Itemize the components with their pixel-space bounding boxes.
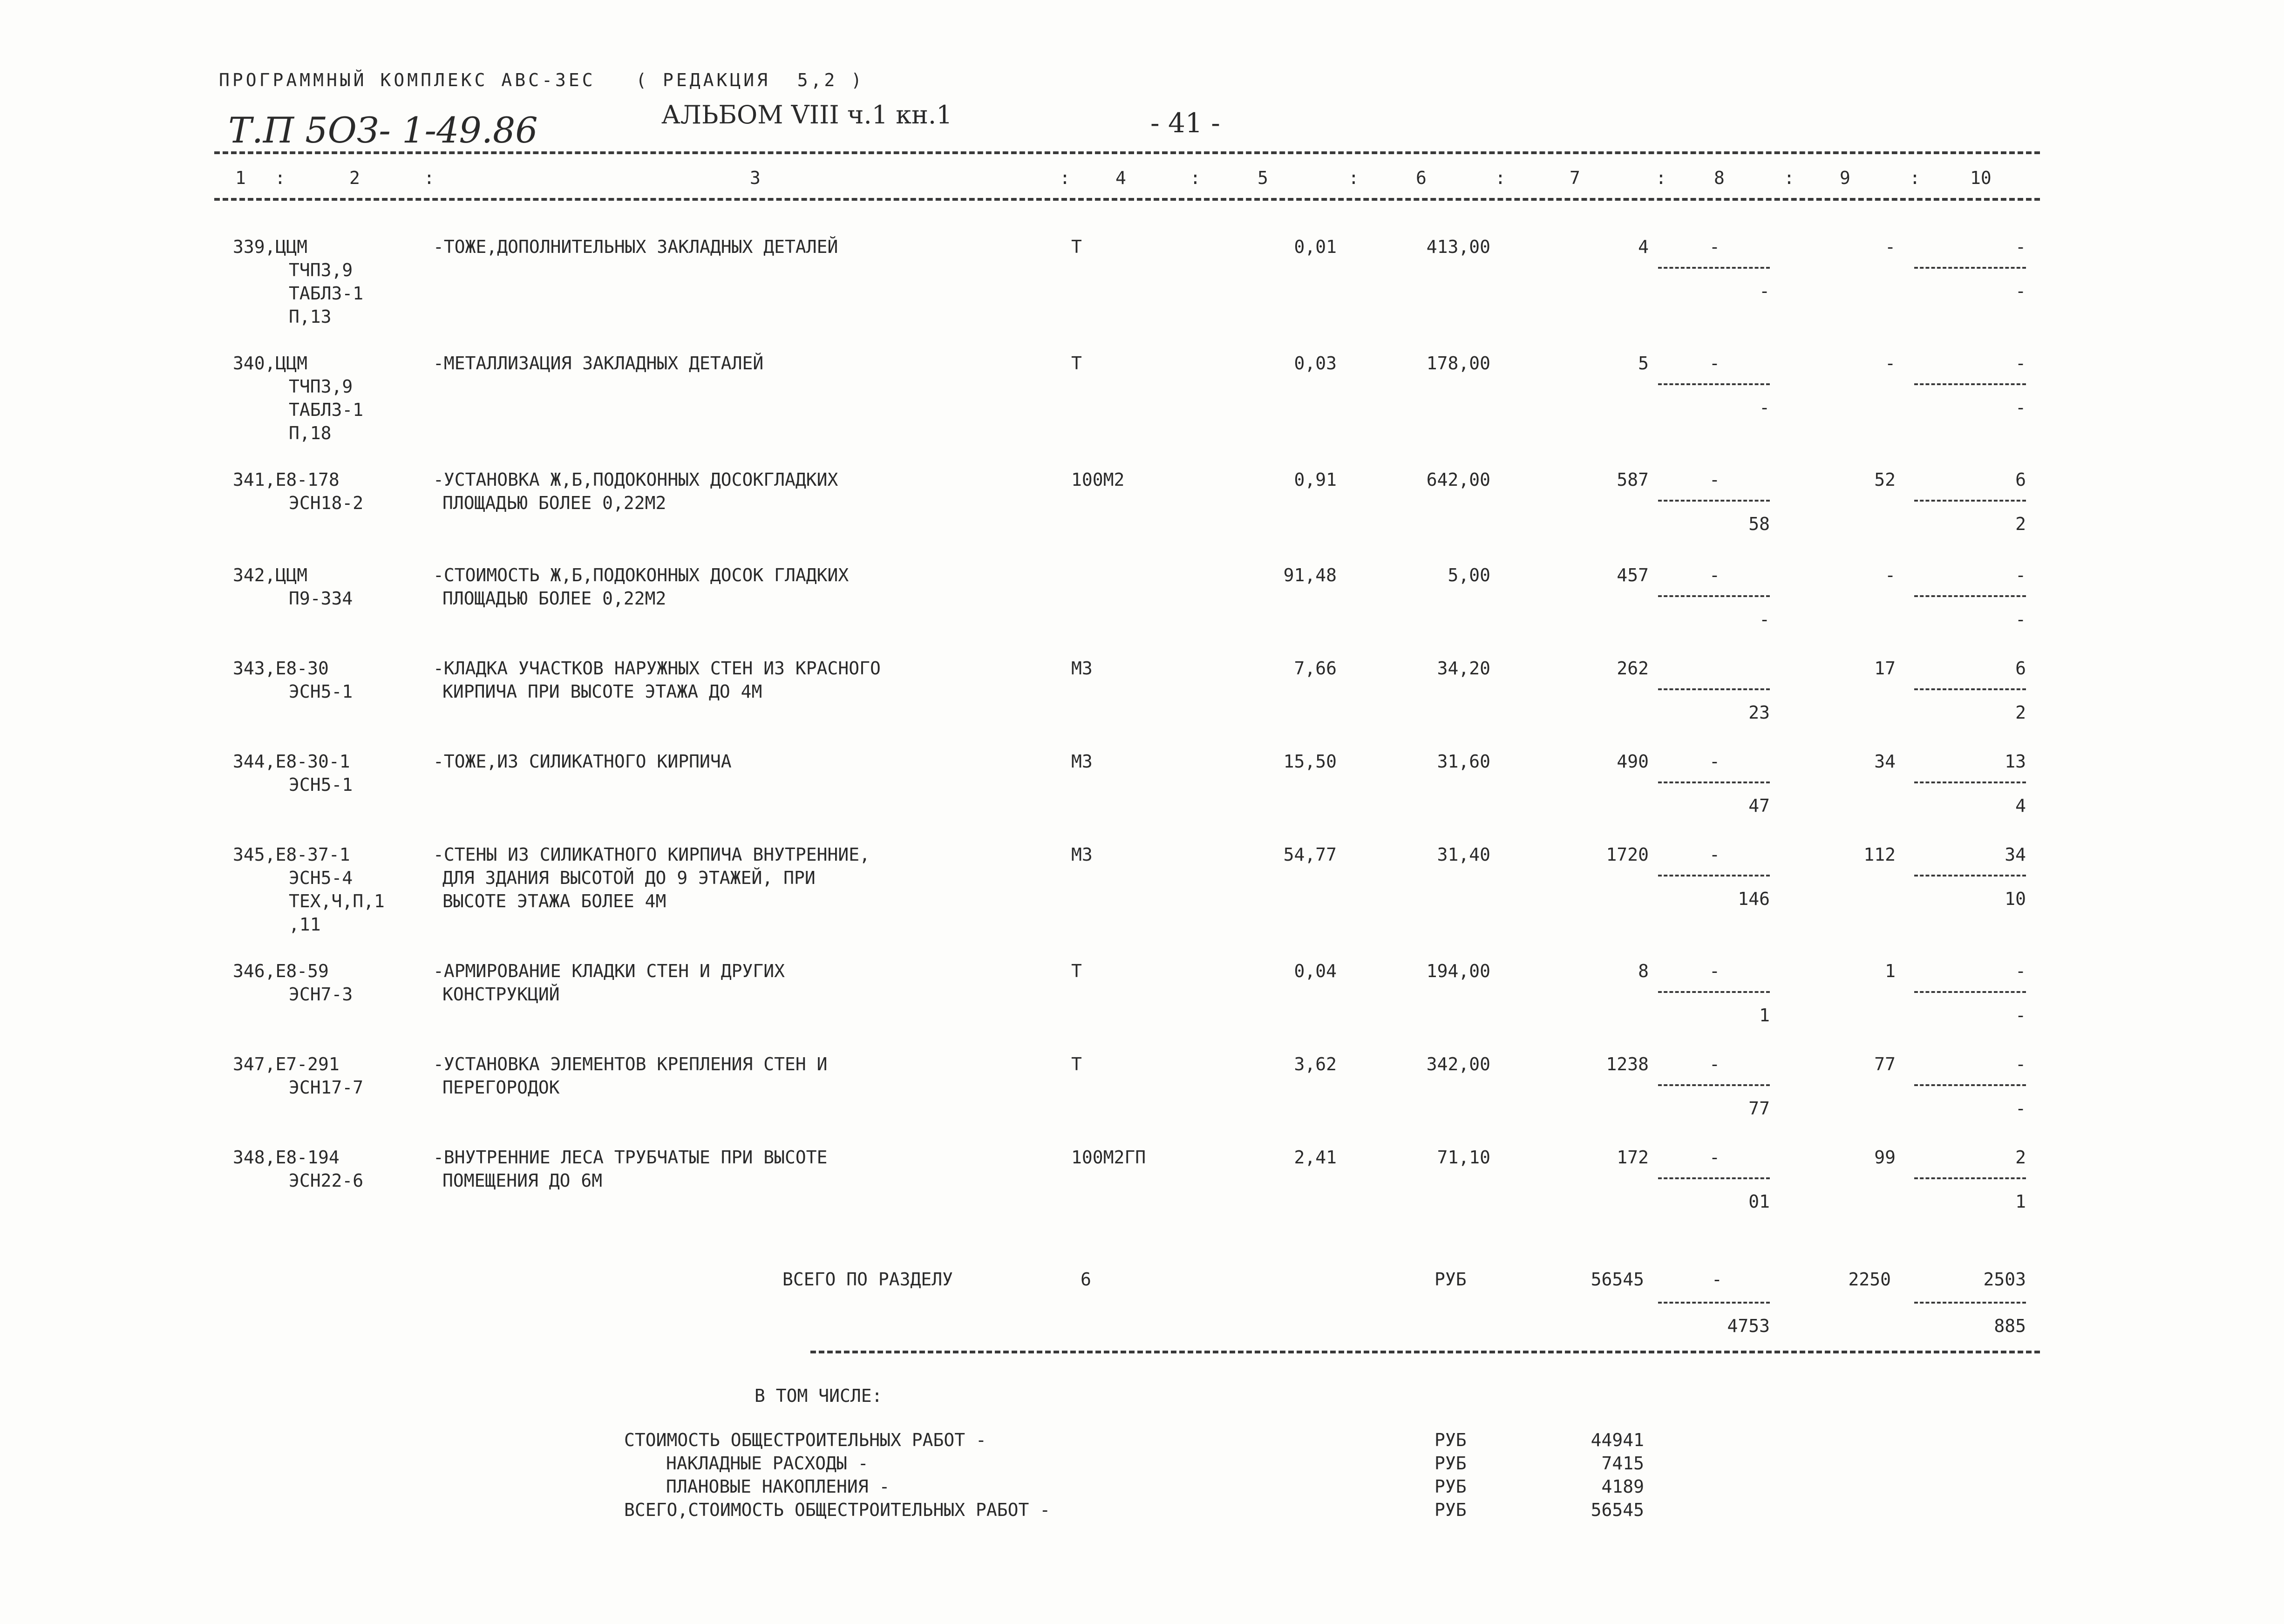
row-c10-bottom: 4	[2015, 795, 2026, 816]
row-c10-bottom: 10	[2005, 889, 2026, 909]
row-name-line: -УСТАНОВКА ЭЛЕМЕНТОВ КРЕПЛЕНИЯ СТЕН И	[433, 1054, 828, 1074]
row-code-line: ЭСН5-1	[289, 775, 353, 795]
including-item-value: 4189	[1601, 1476, 1644, 1497]
column-divider: :	[275, 168, 286, 188]
column-divider: :	[1784, 168, 1795, 188]
row-unit: М3	[1071, 751, 1093, 772]
row-name-line: ДЛЯ ЗДАНИЯ ВЫСОТОЙ ДО 9 ЭТАЖЕЙ, ПРИ	[442, 868, 816, 888]
row-name-line: КИРПИЧА ПРИ ВЫСОТЕ ЭТАЖА ДО 4М	[442, 681, 762, 702]
section-c10-bottom: 885	[1994, 1316, 2026, 1336]
row-quantity: 91,48	[1283, 565, 1337, 585]
section-total-label: ВСЕГО ПО РАЗДЕЛУ	[782, 1269, 953, 1290]
row-unit: Т	[1071, 237, 1082, 257]
row-total: 4	[1638, 237, 1649, 257]
including-item-currency: РУБ	[1434, 1500, 1467, 1520]
row-name-line: -УСТАНОВКА Ж,Б,ПОДОКОННЫХ ДОСОКГЛАДКИХ	[433, 469, 838, 490]
row-name-line: -МЕТАЛЛИЗАЦИЯ ЗАКЛАДНЫХ ДЕТАЛЕЙ	[433, 353, 764, 374]
row-c10-top: -	[2015, 565, 2026, 585]
column-divider: :	[424, 168, 435, 188]
row-c10-top: 34	[2005, 844, 2026, 865]
section-c8-line	[1658, 1302, 1770, 1304]
column-divider: :	[1060, 168, 1070, 188]
row-total: 5	[1638, 353, 1649, 374]
row-c8-bottom: 146	[1738, 889, 1770, 909]
page-number: - 41 -	[1150, 107, 1220, 139]
column-number-6: 6	[1416, 168, 1427, 188]
row-c9: 77	[1874, 1054, 1896, 1074]
row-c8-line	[1658, 383, 1770, 385]
row-c10-top: 2	[2015, 1147, 2026, 1168]
column-number-9: 9	[1840, 168, 1850, 188]
row-name-line: КОНСТРУКЦИЙ	[442, 984, 560, 1005]
row-quantity: 0,03	[1294, 353, 1337, 374]
row-c8-line	[1658, 688, 1770, 690]
row-c10-line	[1914, 991, 2026, 993]
row-c9: -	[1885, 237, 1896, 257]
including-item-label: ПЛАНОВЫЕ НАКОПЛЕНИЯ -	[666, 1476, 890, 1497]
section-number: 6	[1081, 1269, 1091, 1290]
row-c9: -	[1885, 353, 1896, 374]
row-c10-bottom: -	[2015, 281, 2026, 301]
column-number-3: 3	[750, 168, 761, 188]
row-c10-line	[1914, 595, 2026, 597]
row-price: 34,20	[1437, 658, 1490, 679]
row-price: 31,60	[1437, 751, 1490, 772]
album-title: АЛЬБОМ VIII ч.1 кн.1	[661, 100, 952, 129]
row-name-line: -СТЕНЫ ИЗ СИЛИКАТНОГО КИРПИЧА ВНУТРЕННИЕ,	[433, 844, 870, 865]
row-name-line: ПЕРЕГОРОДОК	[442, 1077, 560, 1098]
row-code-line: П9-334	[289, 588, 353, 609]
including-item-currency: РУБ	[1434, 1476, 1467, 1497]
row-name-line: -ВНУТРЕННИЕ ЛЕСА ТРУБЧАТЫЕ ПРИ ВЫСОТЕ	[433, 1147, 828, 1168]
row-c8-top: -	[1709, 565, 1720, 585]
row-code-line: ТЕХ,Ч,П,1	[289, 891, 385, 911]
row-c8-line	[1658, 991, 1770, 993]
section-separator	[810, 1351, 2040, 1353]
row-c8-line	[1658, 1177, 1770, 1179]
row-quantity: 54,77	[1283, 844, 1337, 865]
row-name-line: -ТОЖЕ,ИЗ СИЛИКАТНОГО КИРПИЧА	[433, 751, 732, 772]
row-c9: 17	[1874, 658, 1896, 679]
row-unit: М3	[1071, 844, 1093, 865]
row-price: 5,00	[1448, 565, 1490, 585]
row-code-line: 341,Е8-178	[233, 469, 340, 490]
row-c8-bottom: 58	[1748, 514, 1770, 534]
row-code-line: ЭСН5-1	[289, 681, 353, 702]
row-name-line: -СТОИМОСТЬ Ж,Б,ПОДОКОННЫХ ДОСОК ГЛАДКИХ	[433, 565, 849, 585]
row-c10-line	[1914, 688, 2026, 690]
row-price: 31,40	[1437, 844, 1490, 865]
row-c10-line	[1914, 781, 2026, 783]
row-c8-top: -	[1709, 844, 1720, 865]
row-c10-line	[1914, 875, 2026, 877]
row-price: 178,00	[1426, 353, 1490, 374]
row-c8-line	[1658, 267, 1770, 269]
row-quantity: 0,91	[1294, 469, 1337, 490]
row-name-line: ПЛОЩАДЬЮ БОЛЕЕ 0,22М2	[442, 588, 666, 609]
including-item-value: 7415	[1601, 1453, 1644, 1474]
row-code-line: 340,ЦЦМ	[233, 353, 308, 374]
row-c8-bottom: -	[1759, 281, 1770, 301]
row-c8-bottom: 01	[1748, 1191, 1770, 1212]
row-c10-bottom: -	[2015, 1098, 2026, 1119]
row-code-line: 343,Е8-30	[233, 658, 329, 679]
column-divider: :	[1910, 168, 1920, 188]
row-c8-line	[1658, 1084, 1770, 1086]
including-item-label: ВСЕГО,СТОИМОСТЬ ОБЩЕСТРОИТЕЛЬНЫХ РАБОТ -	[624, 1500, 1051, 1520]
row-c8-top: -	[1709, 1147, 1720, 1168]
row-code-line: ЭСН7-3	[289, 984, 353, 1005]
row-c10-bottom: 2	[2015, 702, 2026, 723]
row-code-line: ЭСН18-2	[289, 493, 364, 513]
row-unit: М3	[1071, 658, 1093, 679]
row-price: 642,00	[1426, 469, 1490, 490]
row-c8-top: -	[1709, 961, 1720, 981]
row-unit: Т	[1071, 961, 1082, 981]
row-name-line: ПОМЕЩЕНИЯ ДО 6М	[442, 1170, 603, 1191]
row-c10-bottom: -	[2015, 397, 2026, 418]
row-code-line: ТАБЛ3-1	[289, 400, 364, 420]
row-c10-top: 13	[2005, 751, 2026, 772]
row-code-line: 344,Е8-30-1	[233, 751, 350, 772]
row-code-line: 346,Е8-59	[233, 961, 329, 981]
row-total: 457	[1617, 565, 1649, 585]
including-item-label: СТОИМОСТЬ ОБЩЕСТРОИТЕЛЬНЫХ РАБОТ -	[624, 1430, 986, 1450]
row-c10-line	[1914, 383, 2026, 385]
row-code-line: 345,Е8-37-1	[233, 844, 350, 865]
row-c10-bottom: -	[2015, 1005, 2026, 1026]
row-c9: 112	[1863, 844, 1896, 865]
header-separator-bottom	[214, 198, 2040, 201]
row-code-line: 342,ЦЦМ	[233, 565, 308, 585]
row-code-line: 339,ЦЦМ	[233, 237, 308, 257]
including-item-currency: РУБ	[1434, 1430, 1467, 1450]
including-item-value: 44941	[1591, 1430, 1644, 1450]
row-quantity: 0,04	[1294, 961, 1337, 981]
row-total: 587	[1617, 469, 1649, 490]
row-name-line: -КЛАДКА УЧАСТКОВ НАРУЖНЫХ СТЕН ИЗ КРАСНОГО	[433, 658, 881, 679]
row-c10-top: 6	[2015, 658, 2026, 679]
row-c10-top: 6	[2015, 469, 2026, 490]
row-c10-line	[1914, 500, 2026, 502]
column-divider: :	[1190, 168, 1201, 188]
section-c8-bottom: 4753	[1727, 1316, 1770, 1336]
column-divider: :	[1348, 168, 1359, 188]
row-total: 8	[1638, 961, 1649, 981]
row-c8-top: -	[1709, 751, 1720, 772]
column-number-5: 5	[1258, 168, 1268, 188]
row-code-line: П,18	[289, 423, 332, 443]
row-c8-bottom: -	[1759, 397, 1770, 418]
row-c10-top: -	[2015, 237, 2026, 257]
row-unit: 100М2	[1071, 469, 1125, 490]
row-code-line: ТАБЛ3-1	[289, 283, 364, 304]
row-c10-bottom: 1	[2015, 1191, 2026, 1212]
row-unit: 100М2ГП	[1071, 1147, 1146, 1168]
row-name-line: -ТОЖЕ,ДОПОЛНИТЕЛЬНЫХ ЗАКЛАДНЫХ ДЕТАЛЕЙ	[433, 237, 838, 257]
row-c8-bottom: 23	[1748, 702, 1770, 723]
column-divider: :	[1495, 168, 1506, 188]
row-total: 490	[1617, 751, 1649, 772]
column-number-4: 4	[1115, 168, 1126, 188]
column-number-10: 10	[1970, 168, 1992, 188]
row-c8-bottom: -	[1759, 609, 1770, 630]
row-total: 1720	[1606, 844, 1649, 865]
row-c10-line	[1914, 1084, 2026, 1086]
including-item-currency: РУБ	[1434, 1453, 1467, 1474]
row-c9: 99	[1874, 1147, 1896, 1168]
row-unit: Т	[1071, 353, 1082, 374]
row-c10-bottom: 2	[2015, 514, 2026, 534]
row-c8-line	[1658, 875, 1770, 877]
row-c9: 34	[1874, 751, 1896, 772]
row-name-line: -АРМИРОВАНИЕ КЛАДКИ СТЕН И ДРУГИХ	[433, 961, 785, 981]
row-quantity: 15,50	[1283, 751, 1337, 772]
row-code-line: 348,Е8-194	[233, 1147, 340, 1168]
row-price: 71,10	[1437, 1147, 1490, 1168]
row-code-line: ТЧП3,9	[289, 376, 353, 397]
row-total: 262	[1617, 658, 1649, 679]
header-separator-top	[214, 151, 2040, 154]
row-total: 1238	[1606, 1054, 1649, 1074]
row-code-line: 347,Е7-291	[233, 1054, 340, 1074]
row-code-line: ТЧП3,9	[289, 260, 353, 280]
program-header: ПРОГРАММНЫЙ КОМПЛЕКС АВС-3ЕС ( РЕДАКЦИЯ 5,2 )	[219, 70, 865, 90]
column-number-7: 7	[1570, 168, 1580, 188]
section-total-value: 56545	[1591, 1269, 1644, 1290]
row-name-line: ВЫСОТЕ ЭТАЖА БОЛЕЕ 4М	[442, 891, 666, 911]
row-quantity: 2,41	[1294, 1147, 1337, 1168]
row-code-line: ,11	[289, 914, 321, 935]
row-c9: -	[1885, 565, 1896, 585]
row-c8-line	[1658, 781, 1770, 783]
row-c8-bottom: 1	[1759, 1005, 1770, 1026]
row-c8-bottom: 77	[1748, 1098, 1770, 1119]
row-price: 413,00	[1426, 237, 1490, 257]
row-c10-top: -	[2015, 961, 2026, 981]
row-c10-bottom: -	[2015, 609, 2026, 630]
row-price: 194,00	[1426, 961, 1490, 981]
row-name-line: ПЛОЩАДЬЮ БОЛЕЕ 0,22М2	[442, 493, 666, 513]
row-quantity: 3,62	[1294, 1054, 1337, 1074]
column-divider: :	[1656, 168, 1666, 188]
document-code: Т.П 5ОЗ- 1-49.86	[228, 109, 538, 151]
section-c9: 2250	[1848, 1269, 1891, 1290]
row-c9: 1	[1885, 961, 1896, 981]
row-c8-line	[1658, 595, 1770, 597]
column-number-2: 2	[349, 168, 360, 188]
row-code-line: ЭСН5-4	[289, 868, 353, 888]
row-quantity: 7,66	[1294, 658, 1337, 679]
row-code-line: П,13	[289, 306, 332, 327]
section-c10-top: 2503	[1983, 1269, 2026, 1290]
section-currency: РУБ	[1434, 1269, 1467, 1290]
row-c10-top: -	[2015, 353, 2026, 374]
row-code-line: ЭСН22-6	[289, 1170, 364, 1191]
row-c10-line	[1914, 267, 2026, 269]
row-quantity: 0,01	[1294, 237, 1337, 257]
row-c9: 52	[1874, 469, 1896, 490]
row-c8-bottom: 47	[1748, 795, 1770, 816]
row-c8-top: -	[1709, 469, 1720, 490]
row-c10-top: -	[2015, 1054, 2026, 1074]
including-item-label: НАКЛАДНЫЕ РАСХОДЫ -	[666, 1453, 869, 1474]
row-c8-line	[1658, 500, 1770, 502]
row-c8-top: -	[1709, 1054, 1720, 1074]
row-price: 342,00	[1426, 1054, 1490, 1074]
including-label: В ТОМ ЧИСЛЕ:	[755, 1386, 883, 1406]
row-c8-top: -	[1709, 237, 1720, 257]
row-total: 172	[1617, 1147, 1649, 1168]
column-number-8: 8	[1714, 168, 1725, 188]
including-item-value: 56545	[1591, 1500, 1644, 1520]
section-c8-top: -	[1712, 1269, 1722, 1290]
row-code-line: ЭСН17-7	[289, 1077, 364, 1098]
row-c10-line	[1914, 1177, 2026, 1179]
section-c10-line	[1914, 1302, 2026, 1304]
row-unit: Т	[1071, 1054, 1082, 1074]
column-number-1: 1	[235, 168, 246, 188]
row-c8-top: -	[1709, 353, 1720, 374]
